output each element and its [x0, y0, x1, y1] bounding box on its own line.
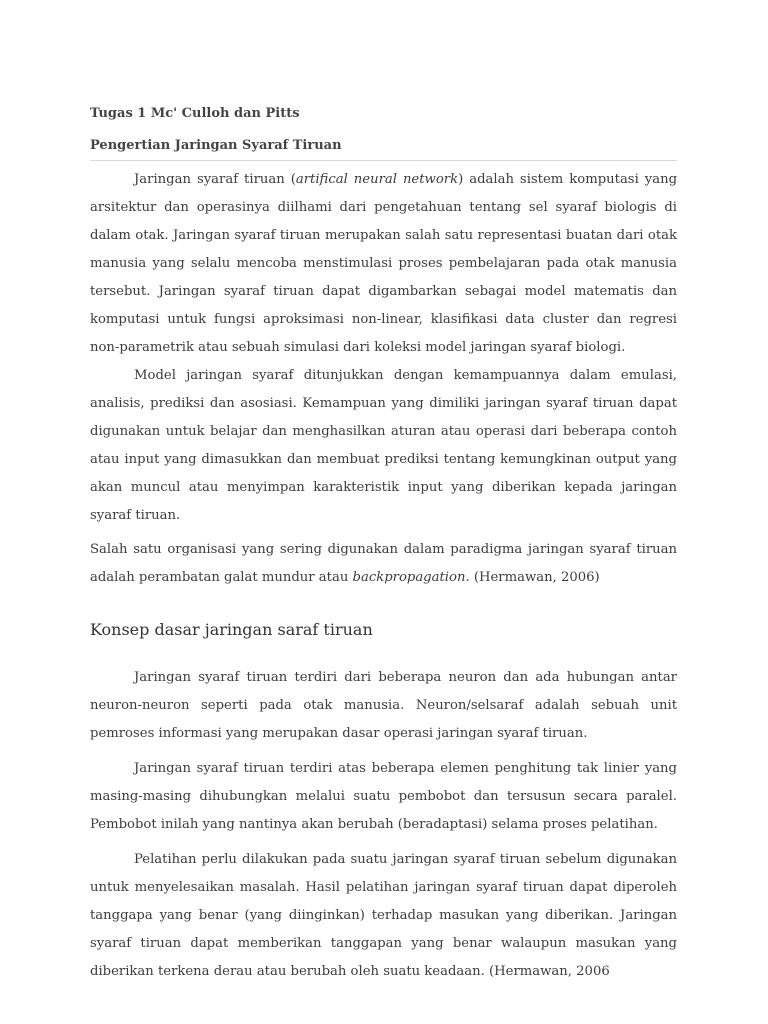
paragraph-text: Salah satu organisasi yang sering digunakan dalam paradigma jaringan syaraf tiruan adalah perambatan galat mundur atau: [90, 542, 677, 585]
italic-term: artifical neural network: [295, 172, 459, 187]
document-page: [90, 100, 677, 986]
paragraph-model: Model jaringan syaraf ditunjukkan dengan kemampuannya dalam emulasi, analisis, prediksi dan asosiasi. Kemampuan yang dimiliki jaringan syaraf tiruan dapat digunakan untuk belajar dan menghasilkan aturan atau operasi dari beberapa contoh atau input yang dimasukkan dan membuat prediksi tentang kemungkinan output yang akan muncul atau menyimpan karakteristik input yang diberikan kepada jaringan syaraf tiruan.: [90, 368, 677, 523]
paragraph-text: Jaringan syaraf tiruan (: [134, 172, 296, 187]
paragraph-neuron: Jaringan syaraf tiruan terdiri dari beberapa neuron dan ada hubungan antar neuron-neuron seperti pada otak manusia. Neuron/selsaraf adalah sebuah unit pemroses informasi yang merupakan dasar operasi jaringan syaraf tiruan.: [90, 670, 677, 741]
paragraph-organization: [90, 536, 677, 592]
paragraph-definition: [90, 166, 677, 362]
paragraph-elements: Jaringan syaraf tiruan terdiri atas beberapa elemen penghitung tak linier yang masing-masing dihubungkan melalui suatu pembobot dan tersusun secara paralel. Pembobot inilah yang nantinya akan berubah (beradaptasi) selama proses pelatihan.: [90, 761, 677, 832]
paragraph-text: (Hermawan, 2006): [469, 570, 600, 585]
italic-term: backpropagation.: [352, 570, 470, 585]
paragraph-training: Pelatihan perlu dilakukan pada suatu jaringan syaraf tiruan sebelum digunakan untuk menyelesaikan masalah. Hasil pelatihan jaringan syaraf tiruan dapat diperoleh tanggapa yang benar (yang diinginkan) terhadap masukan yang diberikan. Jaringan syaraf tiruan dapat memberikan tanggapan yang benar walaupun masukan yang diberikan terkena derau atau berubah oleh suatu keadaan. (Hermawan, 2006: [90, 852, 677, 979]
document-title: Tugas 1 Mc' Culloh dan Pitts: [90, 106, 300, 121]
paragraph-text: ) adalah sistem komputasi yang arsitektur dan operasinya diilhami dari pengetahuan tentang sel syaraf biologis di dalam otak. Jaringan syaraf tiruan merupakan salah satu representasi buatan dari otak manusia yang selalu mencoba menstimulasi proses pembelajaran pada otak manusia tersebut. Jaringan syaraf tiruan dapat digambarkan sebagai model matematis dan komputasi untuk fungsi aproksimasi non-linear, klasifikasi data cluster dan regresi non-parametrik atau sebuah simulasi dari koleksi model jaringan syaraf biologi.: [90, 172, 678, 355]
section-heading: Konsep dasar jaringan saraf tiruan: [90, 620, 373, 639]
section-subtitle: Pengertian Jaringan Syaraf Tiruan: [90, 136, 677, 161]
